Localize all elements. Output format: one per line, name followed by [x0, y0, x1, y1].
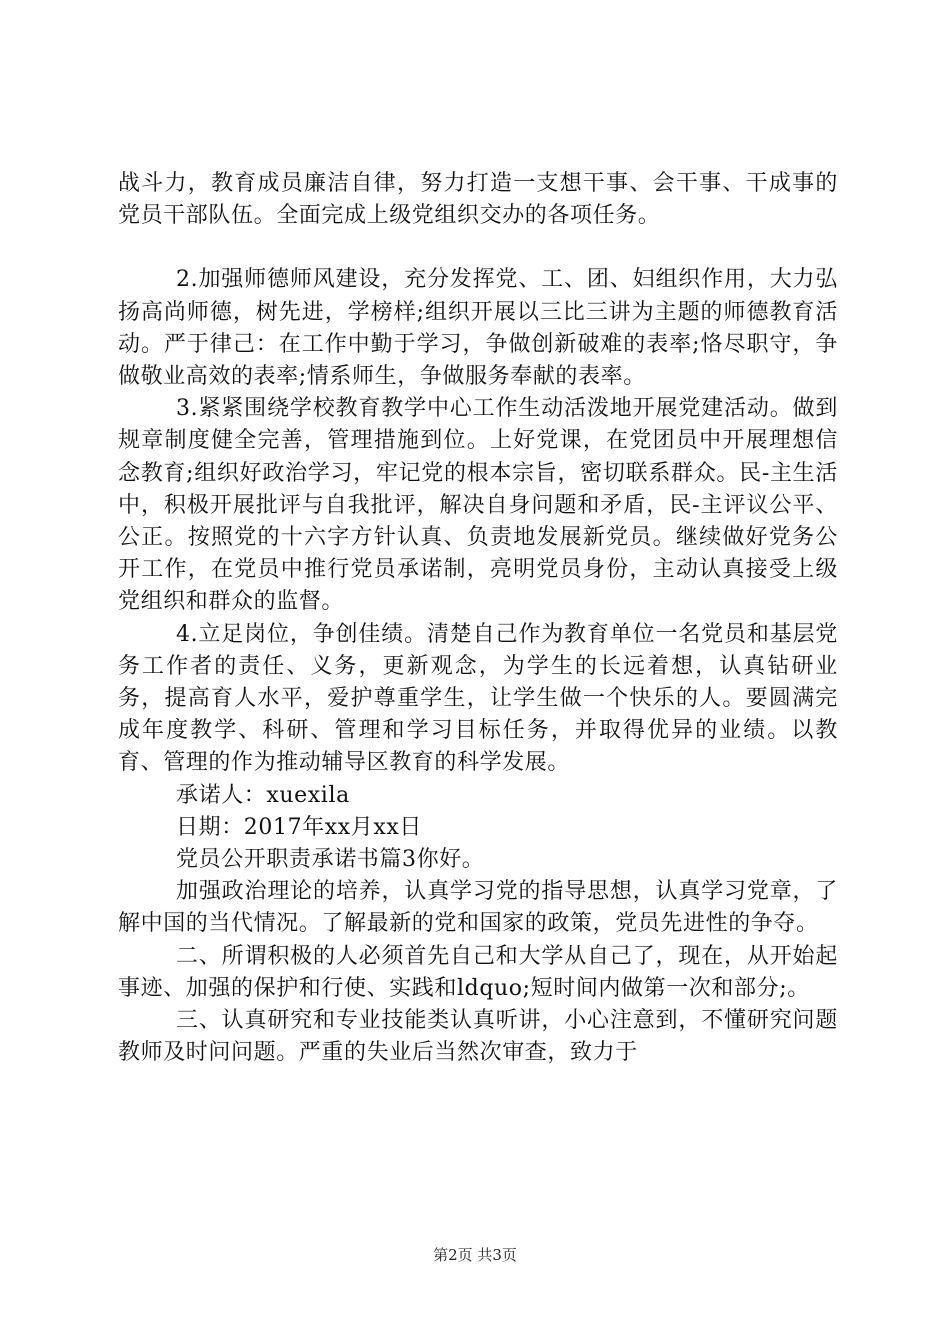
paragraph-section-2: 二、所谓积极的人必须首先自己和大学从自己了，现在，从开始起事迹、加强的保护和行使、实践和ldquo;短时间内做第一次和部分;。 [118, 943, 838, 1001]
paragraph-item-4: 4.立足岗位，争创佳绩。清楚自己作为教育单位一名党员和基层党务工作者的责任、义务，更新观念，为学生的长远着想，认真钻研业务，提高育人水平，爱护尊重学生，让学生做一个快乐的人。要圆满完成年度教学、科研、管理和学习目标任务，并取得优异的业绩。以教育、管理的作为推动辅导区教育的科学发展。 [118, 621, 838, 776]
document-body [118, 168, 838, 1069]
paragraph-item-3: 3.紧紧围绕学校教育教学中心工作生动活泼地开展党建活动。做到规章制度健全完善，管理措施到位。上好党课，在党团员中开展理想信念教育;组织好政治学习，牢记党的根本宗旨，密切联系群众。民-主生活中，积极开展批评与自我批评，解决自身问题和矛盾，民-主评议公平、公正。按照党的十六字方针认真、负责地发展新党员。继续做好党务公开工作，在党员中推行党员承诺制，亮明党员身份，主动认真接受上级党组织和群众的监督。 [118, 396, 838, 615]
paragraph-item-2: 2.加强师德师风建设，充分发挥党、工、团、妇组织作用，大力弘扬高尚师德，树先进，学榜样;组织开展以三比三讲为主题的师德教育活动。严于律己：在工作中勤于学习，争做创新破难的表率;恪尽职守，争做敬业高效的表率;情系师生，争做服务奉献的表率。 [118, 267, 838, 390]
signatory-line: 承诺人：xuexila [176, 782, 350, 808]
date-line: 日期：2017年xx月xx日 [176, 814, 423, 840]
paragraph-political-theory: 加强政治理论的培养，认真学习党的指导思想，认真学习党章，了解中国的当代情况。了解最新的党和国家的政策，党员先进性的争夺。 [118, 879, 838, 937]
page-footer: 第2页 共3页 [433, 1246, 517, 1264]
section-title: 党员公开职责承诺书篇3你好。 [176, 847, 485, 873]
paragraph-section-3: 三、认真研究和专业技能类认真听讲，小心注意到，不懂研究问题教师及时问问题。严重的失业后当然次审查，致力于 [118, 1008, 838, 1066]
paragraph-continuation: 战斗力，教育成员廉洁自律，努力打造一支想干事、会干事、干成事的党员干部队伍。全面完成上级党组织交办的各项任务。 [118, 171, 838, 229]
